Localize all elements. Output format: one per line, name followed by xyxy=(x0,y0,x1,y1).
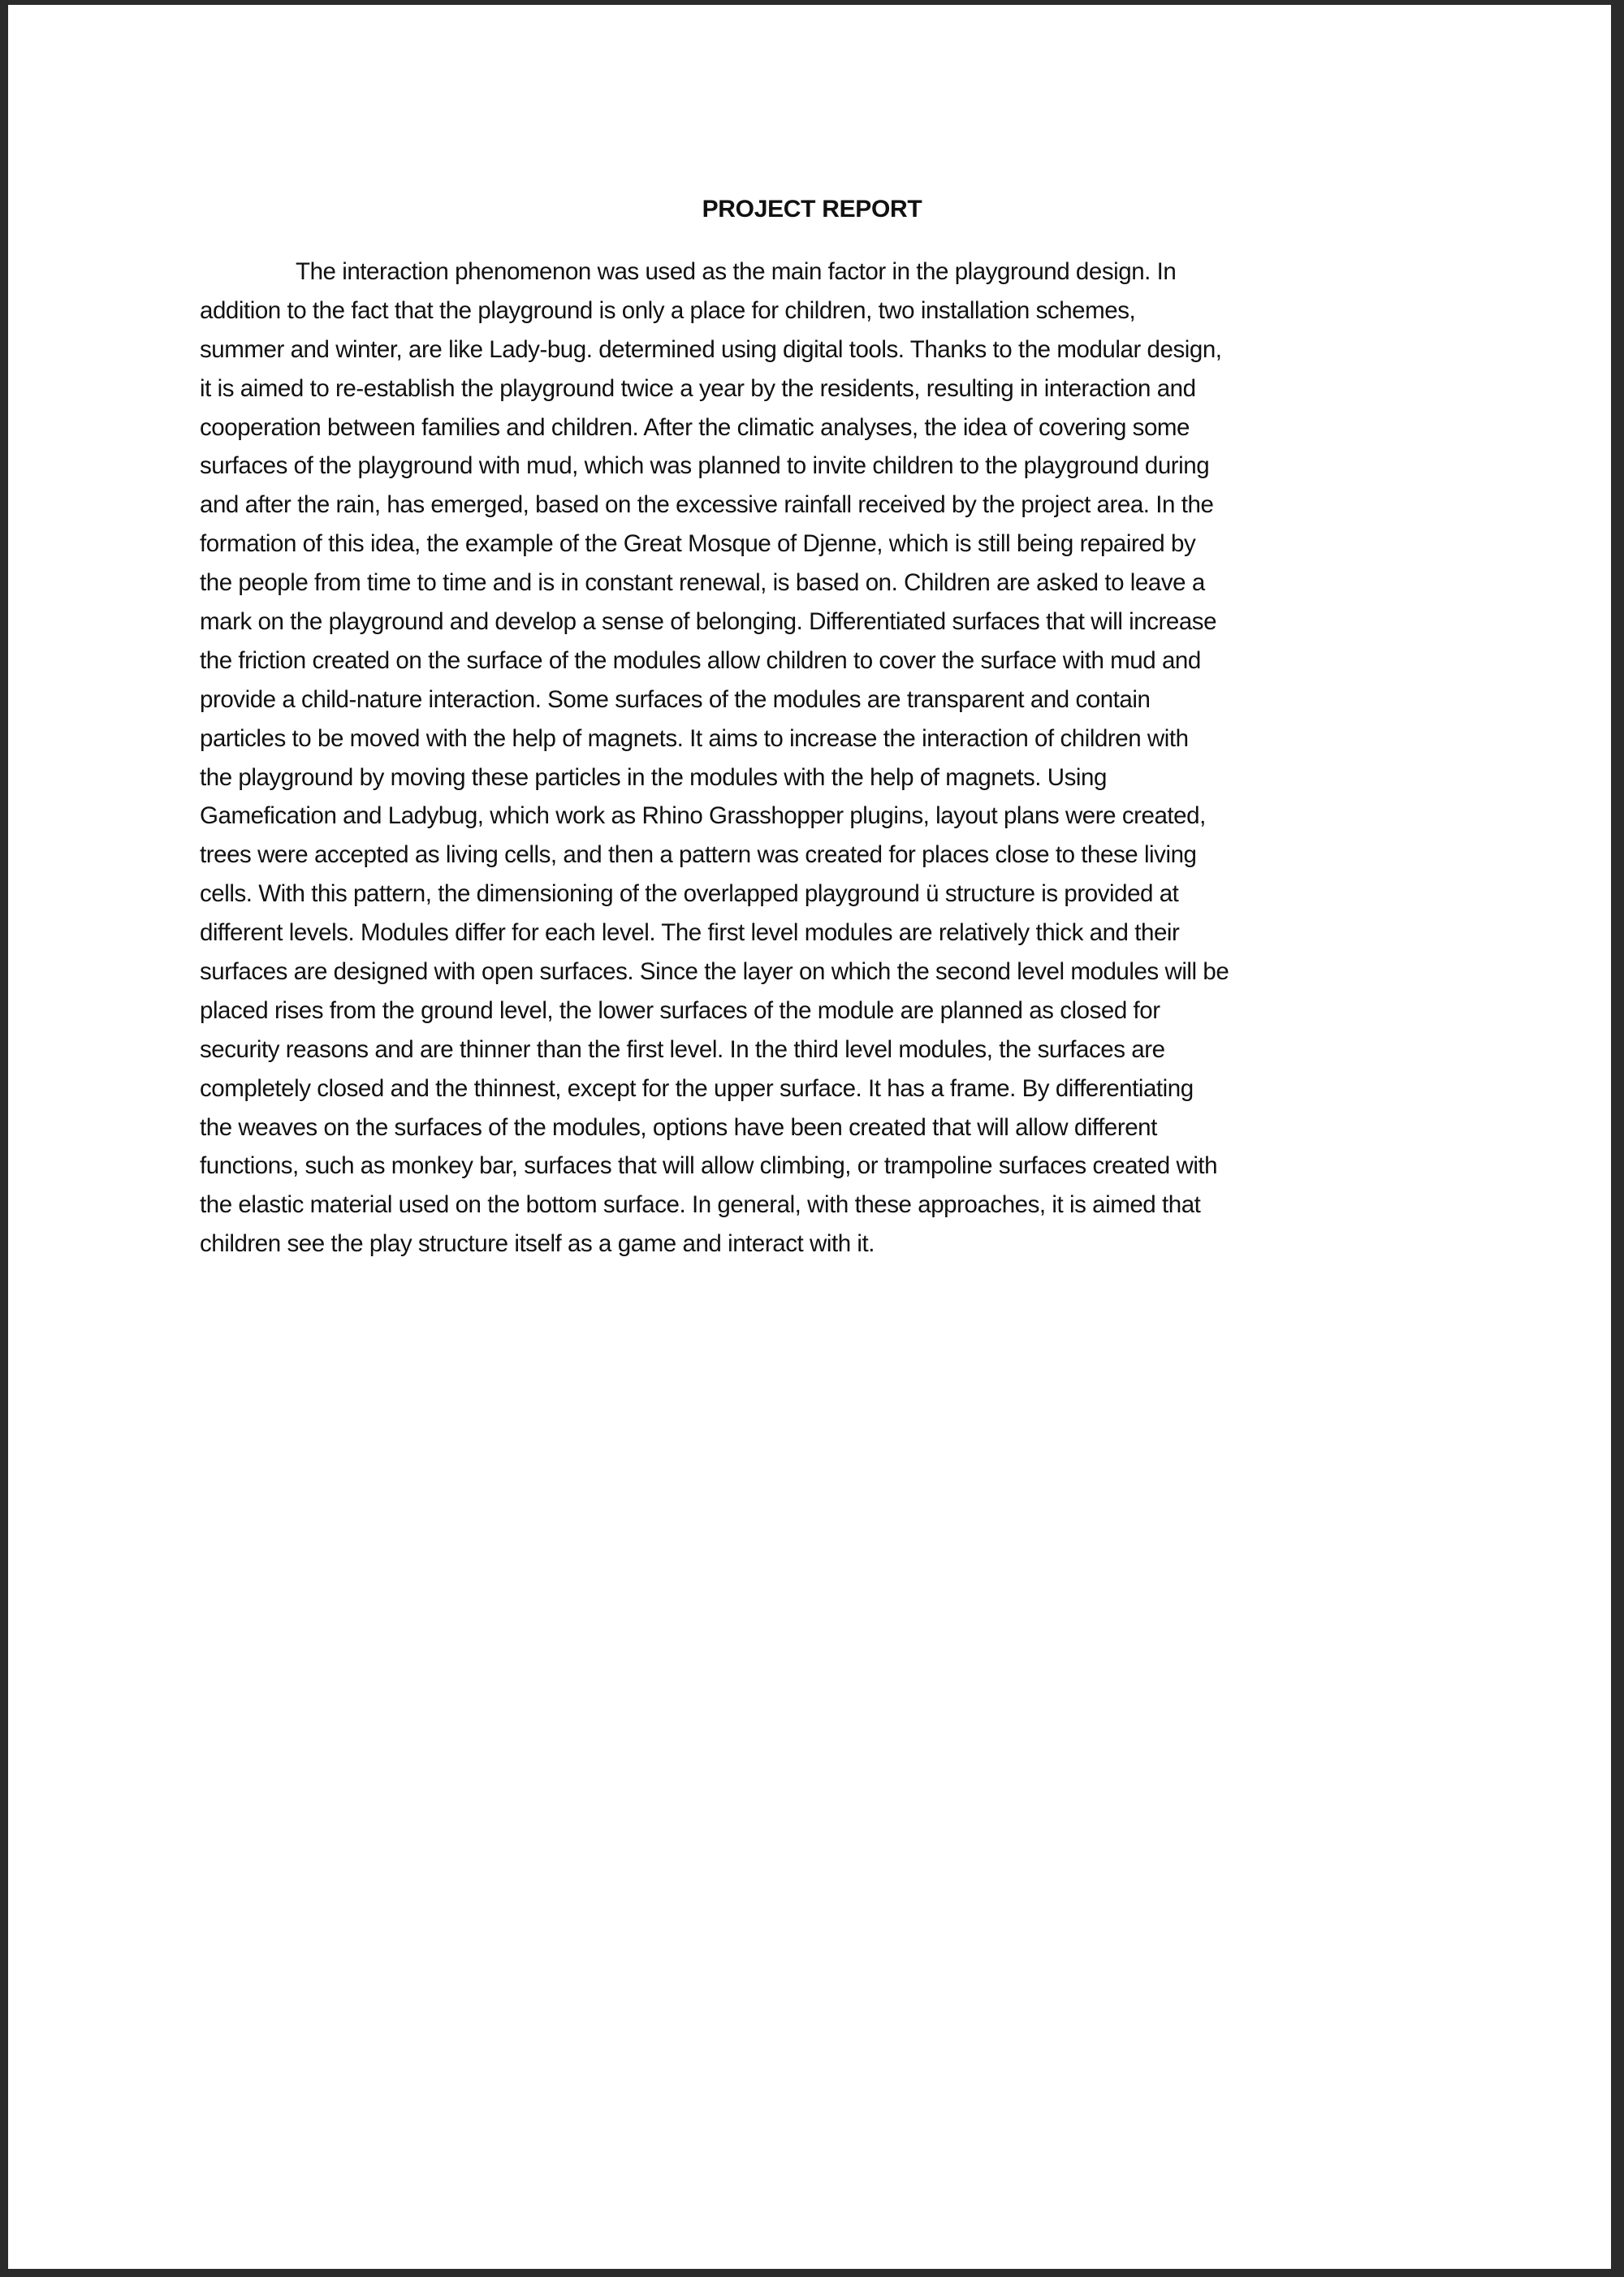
paragraph-line: formation of this idea, the example of the Great Mosque of Djenne, which is still being repaired by xyxy=(200,530,1196,558)
paragraph-line: Gamefication and Ladybug, which work as Rhino Grasshopper plugins, layout plans were created, xyxy=(200,802,1206,830)
document-page xyxy=(8,5,1611,2269)
paragraph-line: security reasons and are thinner than the first level. In the third level modules, the surfaces are xyxy=(200,1035,1165,1063)
paragraph-line: summer and winter, are like Lady-bug. determined using digital tools. Thanks to the modular design, xyxy=(200,335,1222,363)
paragraph-line: cells. With this pattern, the dimensioning of the overlapped playground ü structure is provided at xyxy=(200,880,1179,908)
paragraph-line: surfaces of the playground with mud, which was planned to invite children to the playground during xyxy=(200,452,1210,480)
paragraph-line: particles to be moved with the help of magnets. It aims to increase the interaction of children with xyxy=(200,724,1189,752)
paragraph-line: the people from time to time and is in constant renewal, is based on. Children are asked to leave a xyxy=(200,569,1205,597)
paragraph-line: provide a child-nature interaction. Some surfaces of the modules are transparent and contain xyxy=(200,685,1151,713)
paragraph-line: trees were accepted as living cells, and then a pattern was created for places close to these living xyxy=(200,841,1197,869)
paragraph-line: cooperation between families and children. After the climatic analyses, the idea of covering some xyxy=(200,413,1190,441)
paragraph-line: addition to the fact that the playground is only a place for children, two installation schemes, xyxy=(200,296,1136,324)
paragraph-line: and after the rain, has emerged, based on the excessive rainfall received by the project area. In the xyxy=(200,491,1214,519)
page-title: PROJECT REPORT xyxy=(702,196,922,223)
paragraph-line: the weaves on the surfaces of the modules, options have been created that will allow different xyxy=(200,1113,1157,1141)
paragraph-line: completely closed and the thinnest, except for the upper surface. It has a frame. By differentiating xyxy=(200,1074,1194,1102)
paragraph-line: different levels. Modules differ for each level. The first level modules are relatively thick and their xyxy=(200,919,1180,947)
paragraph-line: children see the play structure itself as a game and interact with it. xyxy=(200,1230,875,1258)
paragraph-line: the playground by moving these particles in the modules with the help of magnets. Using xyxy=(200,763,1107,791)
paragraph-line: surfaces are designed with open surfaces. Since the layer on which the second level modules will be xyxy=(200,958,1229,986)
paragraph-line: the friction created on the surface of the modules allow children to cover the surface with mud and xyxy=(200,646,1201,674)
paragraph-line: the elastic material used on the bottom surface. In general, with these approaches, it is aimed that xyxy=(200,1191,1201,1219)
paragraph-line: placed rises from the ground level, the lower surfaces of the module are planned as closed for xyxy=(200,996,1160,1024)
paragraph-line: The interaction phenomenon was used as the main factor in the playground design. In xyxy=(296,258,1177,285)
body-paragraph xyxy=(200,253,1418,1264)
paragraph-line: it is aimed to re-establish the playground twice a year by the residents, resulting in interaction and xyxy=(200,374,1196,402)
paragraph-line: functions, such as monkey bar, surfaces that will allow climbing, or trampoline surfaces created with xyxy=(200,1152,1218,1180)
paragraph-line: mark on the playground and develop a sense of belonging. Differentiated surfaces that will increase xyxy=(200,608,1217,636)
